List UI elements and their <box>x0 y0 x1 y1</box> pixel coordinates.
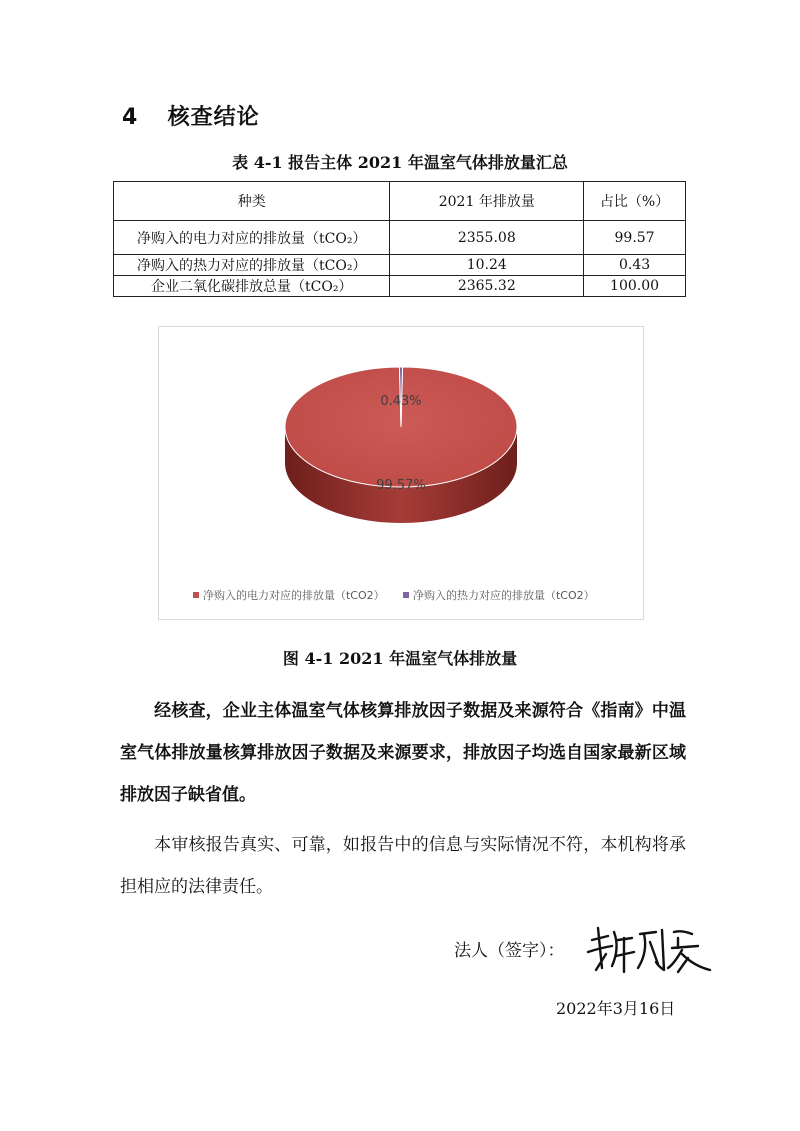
column-header-share: 占比（%） <box>584 182 686 221</box>
table-header-row <box>114 182 686 221</box>
data-label-electricity: 99.57% <box>376 478 426 493</box>
legend-entry-heat: 净购入的热力对应的排放量（tCO2） <box>413 589 595 602</box>
figure-caption: 图 4-1 2021 年温室气体排放量 <box>282 649 518 668</box>
pie-chart-svg <box>159 327 643 619</box>
emissions-pie-chart <box>158 326 644 620</box>
table-row <box>114 276 686 297</box>
row-category: 净购入的电力对应的排放量（tCO₂） <box>114 221 390 255</box>
verification-conclusion-paragraph <box>120 690 686 816</box>
responsibility-statement-paragraph <box>120 824 686 908</box>
emissions-summary-table <box>113 181 686 297</box>
row-amount: 2365.32 <box>390 276 584 297</box>
section-heading <box>122 100 260 131</box>
column-header-amount: 2021 年排放量 <box>390 182 584 221</box>
responsibility-statement-text: 本审核报告真实、可靠，如报告中的信息与实际情况不符，本机构将承担相应的法律责任。 <box>120 835 686 897</box>
column-header-category: 种类 <box>114 182 390 221</box>
legend-marker-heat <box>403 592 409 598</box>
verification-conclusion-text: 经核查，企业主体温室气体核算排放因子数据及来源符合《指南》中温室气体排放量核算排放因子数据及来源要求，排放因子均选自国家最新区域排放因子缺省值。 <box>120 701 686 805</box>
row-share: 0.43 <box>584 255 686 276</box>
row-amount: 10.24 <box>390 255 584 276</box>
section-title: 核查结论 <box>167 105 260 130</box>
row-share: 99.57 <box>584 221 686 255</box>
row-share: 100.00 <box>584 276 686 297</box>
data-label-heat: 0.43% <box>380 394 422 409</box>
row-amount: 2355.08 <box>390 221 584 255</box>
legend-entry-electricity: 净购入的电力对应的排放量（tCO2） <box>203 589 385 602</box>
table-caption: 表 4-1 报告主体 2021 年温室气体排放量汇总 <box>232 153 568 172</box>
table-row <box>114 221 686 255</box>
handwritten-signature <box>578 918 718 978</box>
signature-label: 法人（签字）： <box>454 941 565 961</box>
signing-date: 2022年3月16日 <box>556 999 676 1018</box>
table-row <box>114 255 686 276</box>
row-category: 净购入的热力对应的排放量（tCO₂） <box>114 255 390 276</box>
row-category: 企业二氧化碳排放总量（tCO₂） <box>114 276 390 297</box>
section-number: 4 <box>122 105 139 130</box>
legend-marker-electricity <box>193 592 199 598</box>
